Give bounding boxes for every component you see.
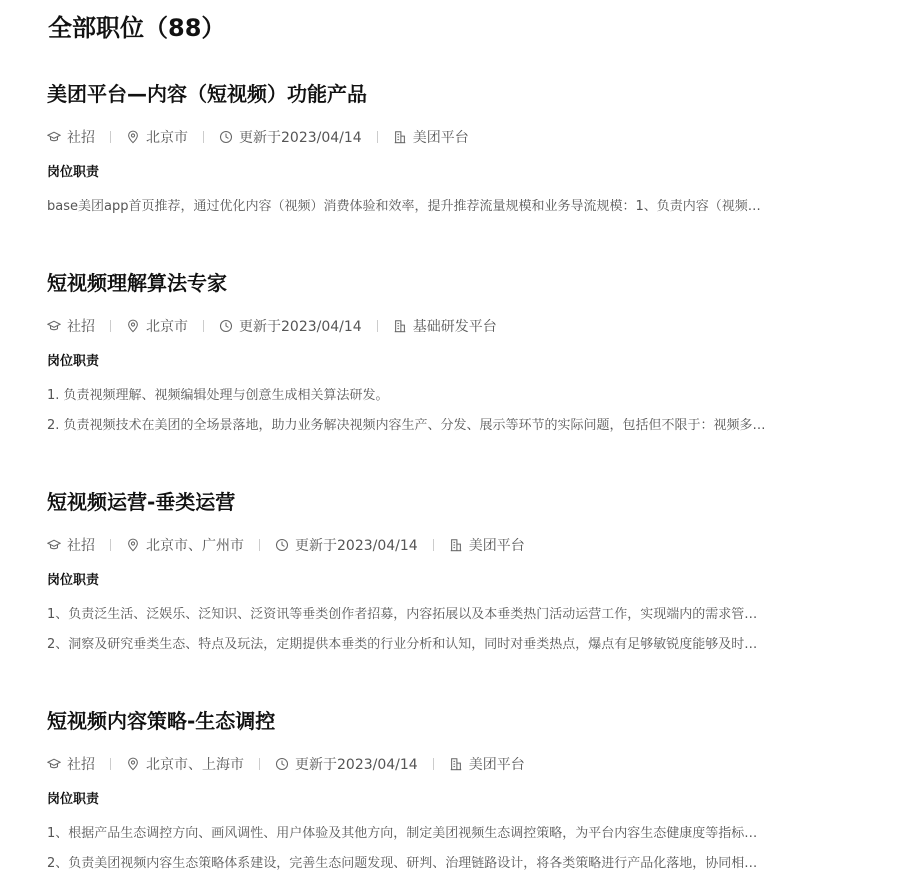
- job-title[interactable]: 短视频运营-垂类运营: [47, 490, 236, 514]
- job-meta: [47, 128, 827, 146]
- job-type: [47, 535, 95, 555]
- job-location: [126, 535, 244, 555]
- divider: [110, 539, 111, 551]
- job-type-label: 社招: [67, 538, 95, 554]
- job-updated: [275, 535, 418, 555]
- building-icon: [449, 538, 463, 552]
- graduation-cap-icon: [47, 757, 61, 771]
- job-location: [126, 127, 188, 147]
- building-icon: [393, 319, 407, 333]
- job-updated-label: 更新于2023/04/14: [295, 757, 418, 773]
- divider: [203, 320, 204, 332]
- job-department: [449, 535, 525, 555]
- responsibilities-label: 岗位职责: [47, 354, 100, 369]
- graduation-cap-icon: [47, 538, 61, 552]
- job-department-label: 基础研发平台: [412, 319, 497, 335]
- job-type: [47, 127, 95, 147]
- responsibilities-label: 岗位职责: [47, 573, 100, 588]
- job-department-label: 美团平台: [468, 538, 525, 554]
- job-meta: [47, 755, 827, 773]
- job-card[interactable]: [47, 80, 827, 215]
- job-description-line: 2、洞察及研究垂类生态、特点及玩法，定期提供本垂类的行业分析和认知，同时对垂类热点，爆点有足够敏锐度能够及时…: [47, 637, 758, 652]
- job-updated: [219, 316, 362, 336]
- clock-icon: [219, 130, 233, 144]
- job-location-label: 北京市、上海市: [146, 757, 244, 773]
- job-description-line: 2、负责美团视频内容生态策略体系建设，完善生态问题发现、研判、治理链路设计，将各类策略进行产品化落地，协同相…: [47, 856, 758, 871]
- location-pin-icon: [126, 757, 140, 771]
- job-description-line: 2. 负责视频技术在美团的全场景落地，助力业务解决视频内容生产、分发、展示等环节的实际问题，包括但不限于：视频多…: [47, 418, 766, 433]
- job-updated-label: 更新于2023/04/14: [239, 130, 362, 146]
- job-title[interactable]: 短视频内容策略-生态调控: [47, 709, 276, 733]
- job-description-line: 1、根据产品生态调控方向、画风调性、用户体验及其他方向，制定美团视频生态调控策略，为平台内容生态健康度等指标…: [47, 826, 758, 841]
- job-location-label: 北京市、广州市: [146, 538, 244, 554]
- divider: [433, 758, 434, 770]
- clock-icon: [275, 538, 289, 552]
- job-updated: [219, 127, 362, 147]
- divider: [377, 131, 378, 143]
- job-location-label: 北京市: [146, 319, 188, 335]
- job-department: [393, 127, 469, 147]
- job-card[interactable]: [47, 269, 827, 434]
- job-location: [126, 754, 244, 774]
- divider: [110, 320, 111, 332]
- job-department: [393, 316, 497, 336]
- location-pin-icon: [126, 538, 140, 552]
- graduation-cap-icon: [47, 319, 61, 333]
- graduation-cap-icon: [47, 130, 61, 144]
- location-pin-icon: [126, 319, 140, 333]
- job-updated-label: 更新于2023/04/14: [295, 538, 418, 554]
- job-meta: [47, 536, 827, 554]
- divider: [110, 131, 111, 143]
- divider: [259, 539, 260, 551]
- job-type-label: 社招: [67, 130, 95, 146]
- responsibilities-label: 岗位职责: [47, 165, 100, 180]
- job-location: [126, 316, 188, 336]
- page-title: 全部职位（88）: [48, 14, 226, 42]
- divider: [377, 320, 378, 332]
- job-description-line: 1. 负责视频理解、视频编辑处理与创意生成相关算法研发。: [47, 388, 389, 403]
- job-title[interactable]: 美团平台—内容（短视频）功能产品: [47, 82, 367, 106]
- clock-icon: [219, 319, 233, 333]
- job-type: [47, 316, 95, 336]
- job-type: [47, 754, 95, 774]
- job-description-line: 1、负责泛生活、泛娱乐、泛知识、泛资讯等垂类创作者招募，内容拓展以及本垂类热门活动运营工作，实现端内的需求管…: [47, 607, 758, 622]
- job-department: [449, 754, 525, 774]
- divider: [259, 758, 260, 770]
- job-card[interactable]: [47, 707, 827, 872]
- job-description-line: base美团app首页推荐，通过优化内容（视频）消费体验和效率，提升推荐流量规模和业务导流规模：1、负责内容（视频…: [47, 199, 761, 214]
- job-department-label: 美团平台: [412, 130, 469, 146]
- job-meta: [47, 317, 827, 335]
- job-title[interactable]: 短视频理解算法专家: [47, 271, 227, 295]
- divider: [110, 758, 111, 770]
- job-location-label: 北京市: [146, 130, 188, 146]
- job-department-label: 美团平台: [468, 757, 525, 773]
- job-updated: [275, 754, 418, 774]
- job-updated-label: 更新于2023/04/14: [239, 319, 362, 335]
- job-type-label: 社招: [67, 319, 95, 335]
- job-type-label: 社招: [67, 757, 95, 773]
- building-icon: [449, 757, 463, 771]
- responsibilities-label: 岗位职责: [47, 792, 100, 807]
- building-icon: [393, 130, 407, 144]
- divider: [433, 539, 434, 551]
- location-pin-icon: [126, 130, 140, 144]
- clock-icon: [275, 757, 289, 771]
- divider: [203, 131, 204, 143]
- job-card[interactable]: [47, 488, 827, 653]
